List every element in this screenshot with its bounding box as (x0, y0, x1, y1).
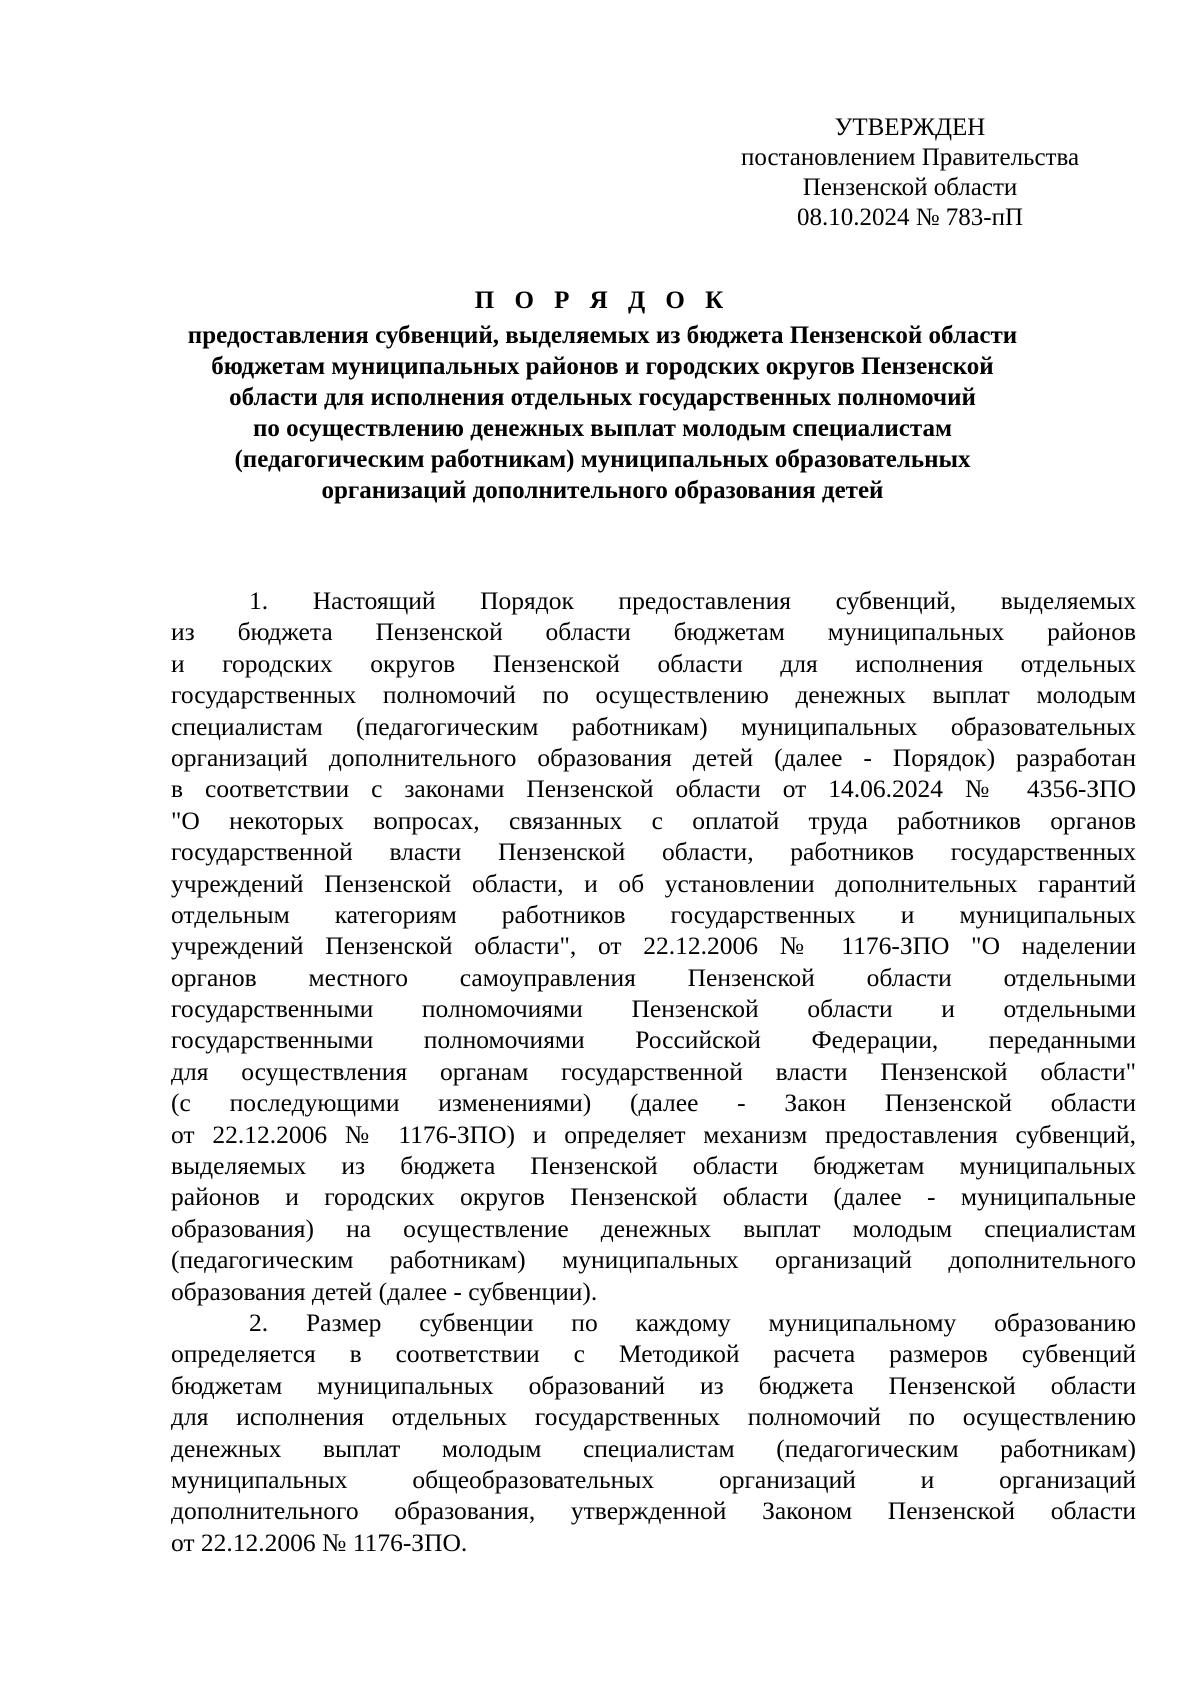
text-line: выделяемых из бюджета Пензенской области бюджетам муниципальных (171, 1151, 1136, 1181)
text-line: учреждений Пензенской области", от 22.12.2006 № 1176-ЗПО "О наделении (171, 931, 1136, 961)
text-line: от 22.12.2006 № 1176-ЗПО) и определяет механизм предоставления субвенций, (171, 1119, 1136, 1149)
text-line: учреждений Пензенской области, и об установлении дополнительных гарантий (171, 868, 1136, 898)
text-line: организаций дополнительного образования детей (далее - Порядок) разработан (171, 742, 1136, 772)
text-line: и городских округов Пензенской области для исполнения отдельных (171, 648, 1136, 678)
subtitle-line: предоставления субвенций, выделяемых из бюджета Пензенской области (187, 322, 1018, 349)
text-line: денежных выплат молодым специалистам (педагогическим работникам) (171, 1433, 1136, 1463)
text-line: государственными полномочиями Пензенской области и отдельными (171, 994, 1136, 1024)
document-title: П О Р Я Д О К (474, 287, 731, 314)
text-line: государственными полномочиями Российской Федерации, переданными (171, 1025, 1136, 1055)
text-line: 1. Настоящий Порядок предоставления субвенций, выделяемых (249, 586, 1136, 615)
text-line: государственной власти Пензенской области, работников государственных (171, 837, 1136, 867)
subtitle-line: по осуществлению денежных выплат молодым специалистам (252, 415, 953, 442)
text-line: образования детей (далее - субвенции). (171, 1276, 598, 1306)
subtitle-line: области для исполнения отдельных государственных полномочий (229, 384, 976, 411)
text-line: муниципальных общеобразовательных организаций и организаций (171, 1464, 1136, 1494)
approval-line: Пензенской области (802, 174, 1018, 201)
approval-line: постановлением Правительства (740, 144, 1080, 171)
paragraph-2 (171, 1307, 1136, 1558)
subtitle-line: (педагогическим работникам) муниципальных образовательных (234, 446, 971, 473)
text-line: (с последующими изменениями) (далее - Закон Пензенской области (171, 1088, 1136, 1118)
approval-line: 08.10.2024 № 783-пП (796, 204, 1024, 231)
approval-line: УТВЕРЖДЕН (834, 114, 986, 141)
text-line: "О некоторых вопросах, связанных с оплатой труда работников органов (171, 805, 1136, 835)
paragraph-1 (171, 585, 1136, 1307)
text-line: от 22.12.2006 № 1176-ЗПО. (171, 1527, 468, 1557)
text-line: определяется в соответствии с Методикой расчета размеров субвенций (171, 1339, 1136, 1369)
approval-stamp (700, 113, 1120, 233)
text-line: органов местного самоуправления Пензенской области отдельными (171, 962, 1136, 992)
text-line: из бюджета Пензенской области бюджетам муниципальных районов (171, 617, 1136, 647)
document-subtitle (150, 320, 1055, 506)
text-line: государственных полномочий по осуществлению денежных выплат молодым (171, 680, 1136, 710)
text-line: для осуществления органам государственной власти Пензенской области" (171, 1056, 1136, 1086)
text-line: 2. Размер субвенции по каждому муниципальному образованию (249, 1307, 1136, 1337)
text-line: отдельным категориям работников государственных и муниципальных (171, 899, 1136, 929)
text-line: дополнительного образования, утвержденной Законом Пензенской области (171, 1496, 1136, 1526)
subtitle-line: бюджетам муниципальных районов и городских округов Пензенской (211, 353, 994, 380)
text-line: районов и городских округов Пензенской области (далее - муниципальные (171, 1182, 1136, 1212)
text-line: специалистам (педагогическим работникам) муниципальных образовательных (171, 711, 1136, 741)
document-body (171, 585, 1136, 1558)
text-line: (педагогическим работникам) муниципальных организаций дополнительного (171, 1245, 1136, 1275)
text-line: образования) на осуществление денежных выплат молодым специалистам (171, 1213, 1136, 1243)
subtitle-line: организаций дополнительного образования детей (321, 477, 884, 504)
text-line: в соответствии с законами Пензенской области от 14.06.2024 № 4356-ЗПО (171, 774, 1136, 804)
text-line: бюджетам муниципальных образований из бюджета Пензенской области (171, 1370, 1136, 1400)
text-line: для исполнения отдельных государственных полномочий по осуществлению (171, 1402, 1136, 1432)
